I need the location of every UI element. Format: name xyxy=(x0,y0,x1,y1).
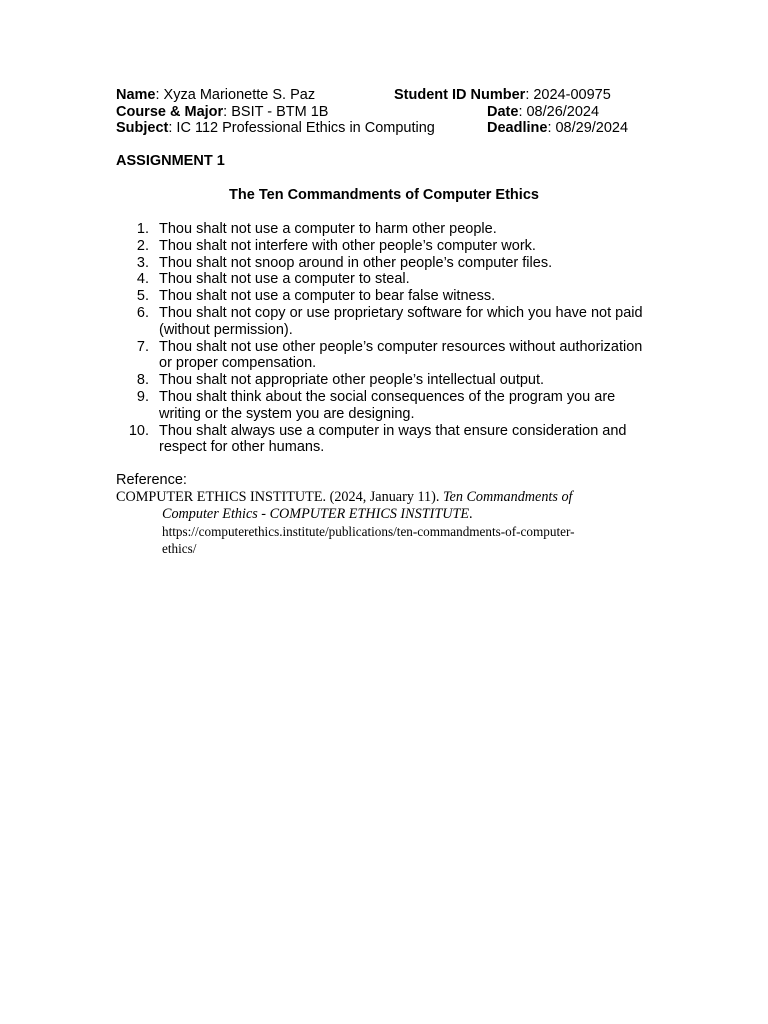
list-item xyxy=(116,255,656,272)
deadline-label: Deadline xyxy=(487,120,548,137)
commandments-list xyxy=(116,221,656,456)
list-item-number: 7. xyxy=(136,338,149,355)
list-item xyxy=(116,339,656,373)
list-item-text: Thou shalt think about the social consequences of the program you are writing or the system you are designing. xyxy=(159,388,616,422)
student-id-label: Student ID Number xyxy=(394,87,526,103)
list-item-number: 10. xyxy=(128,422,149,439)
reference-title-part1: Ten Commandments of xyxy=(442,489,573,505)
reference-url-part2: ethics/ xyxy=(162,541,197,556)
list-item xyxy=(116,221,656,238)
header-row-course xyxy=(116,104,656,121)
list-item-text: Thou shalt not snoop around in other people’s computer files. xyxy=(159,254,553,271)
course-value: : BSIT - BTM 1B xyxy=(223,103,329,120)
list-item-text: Thou shalt not use a computer to steal. xyxy=(159,271,410,288)
reference-line-2 xyxy=(116,506,646,523)
header-row-name xyxy=(116,87,656,104)
list-item-number: 8. xyxy=(136,372,149,389)
subject-label: Subject xyxy=(116,120,169,137)
deadline-field xyxy=(487,120,628,137)
reference-author-date: COMPUTER ETHICS INSTITUTE. (2024, January 11). xyxy=(116,489,443,505)
list-item-number: 3. xyxy=(136,254,149,271)
date-field xyxy=(487,104,599,121)
assignment-heading: ASSIGNMENT 1 xyxy=(116,153,225,169)
name-field xyxy=(116,87,315,104)
list-item-number: 1. xyxy=(136,221,149,237)
list-item xyxy=(116,389,656,423)
list-item-number: 4. xyxy=(136,271,149,288)
reference-title-end: . xyxy=(469,506,473,522)
list-item-text: Thou shalt not copy or use proprietary software for which you have not paid (without permission). xyxy=(159,304,643,338)
student-id-field xyxy=(394,87,611,104)
reference-url-part1: https://computerethics.institute/publications/ten-commandments-of-computer- xyxy=(162,524,575,539)
list-item-number: 6. xyxy=(136,304,149,321)
reference-title-part2: Computer Ethics - COMPUTER ETHICS INSTITUTE xyxy=(162,506,470,522)
reference-line-1 xyxy=(116,489,646,506)
list-item-number: 2. xyxy=(136,237,149,254)
list-item-number: 5. xyxy=(136,288,149,305)
deadline-value: : 08/29/2024 xyxy=(547,120,629,137)
date-value: : 08/26/2024 xyxy=(518,103,600,120)
list-item xyxy=(116,271,656,288)
list-item-text: Thou shalt not appropriate other people’s intellectual output. xyxy=(159,372,545,389)
subject-value: : IC 112 Professional Ethics in Computing xyxy=(168,120,435,137)
list-item-text: Thou shalt not interfere with other people’s computer work. xyxy=(159,237,536,254)
subject-field xyxy=(116,120,435,137)
list-item-text: Thou shalt not use a computer to harm other people. xyxy=(159,221,497,237)
date-label: Date xyxy=(487,103,519,120)
name-value: : Xyza Marionette S. Paz xyxy=(155,87,316,103)
reference-url xyxy=(116,523,646,557)
list-item xyxy=(116,238,656,255)
list-item-text: Thou shalt not use a computer to bear false witness. xyxy=(159,288,496,305)
course-field xyxy=(116,104,328,121)
list-item-text: Thou shalt always use a computer in ways that ensure consideration and respect for other humans. xyxy=(159,422,627,456)
header-row-subject xyxy=(116,120,656,137)
list-item xyxy=(116,372,656,389)
reference-entry xyxy=(116,489,646,557)
document-title: The Ten Commandments of Computer Ethics xyxy=(229,187,539,203)
reference-label: Reference: xyxy=(116,472,187,488)
list-item xyxy=(116,288,656,305)
list-item-number: 9. xyxy=(136,388,149,405)
list-item xyxy=(116,305,656,339)
student-id-value: : 2024-00975 xyxy=(525,87,611,103)
list-item-text: Thou shalt not use other people’s computer resources without authorization or proper compensation. xyxy=(159,338,643,372)
list-item xyxy=(116,423,656,457)
course-label: Course & Major xyxy=(116,103,224,120)
student-info-header xyxy=(116,87,656,137)
name-label: Name xyxy=(116,87,156,103)
